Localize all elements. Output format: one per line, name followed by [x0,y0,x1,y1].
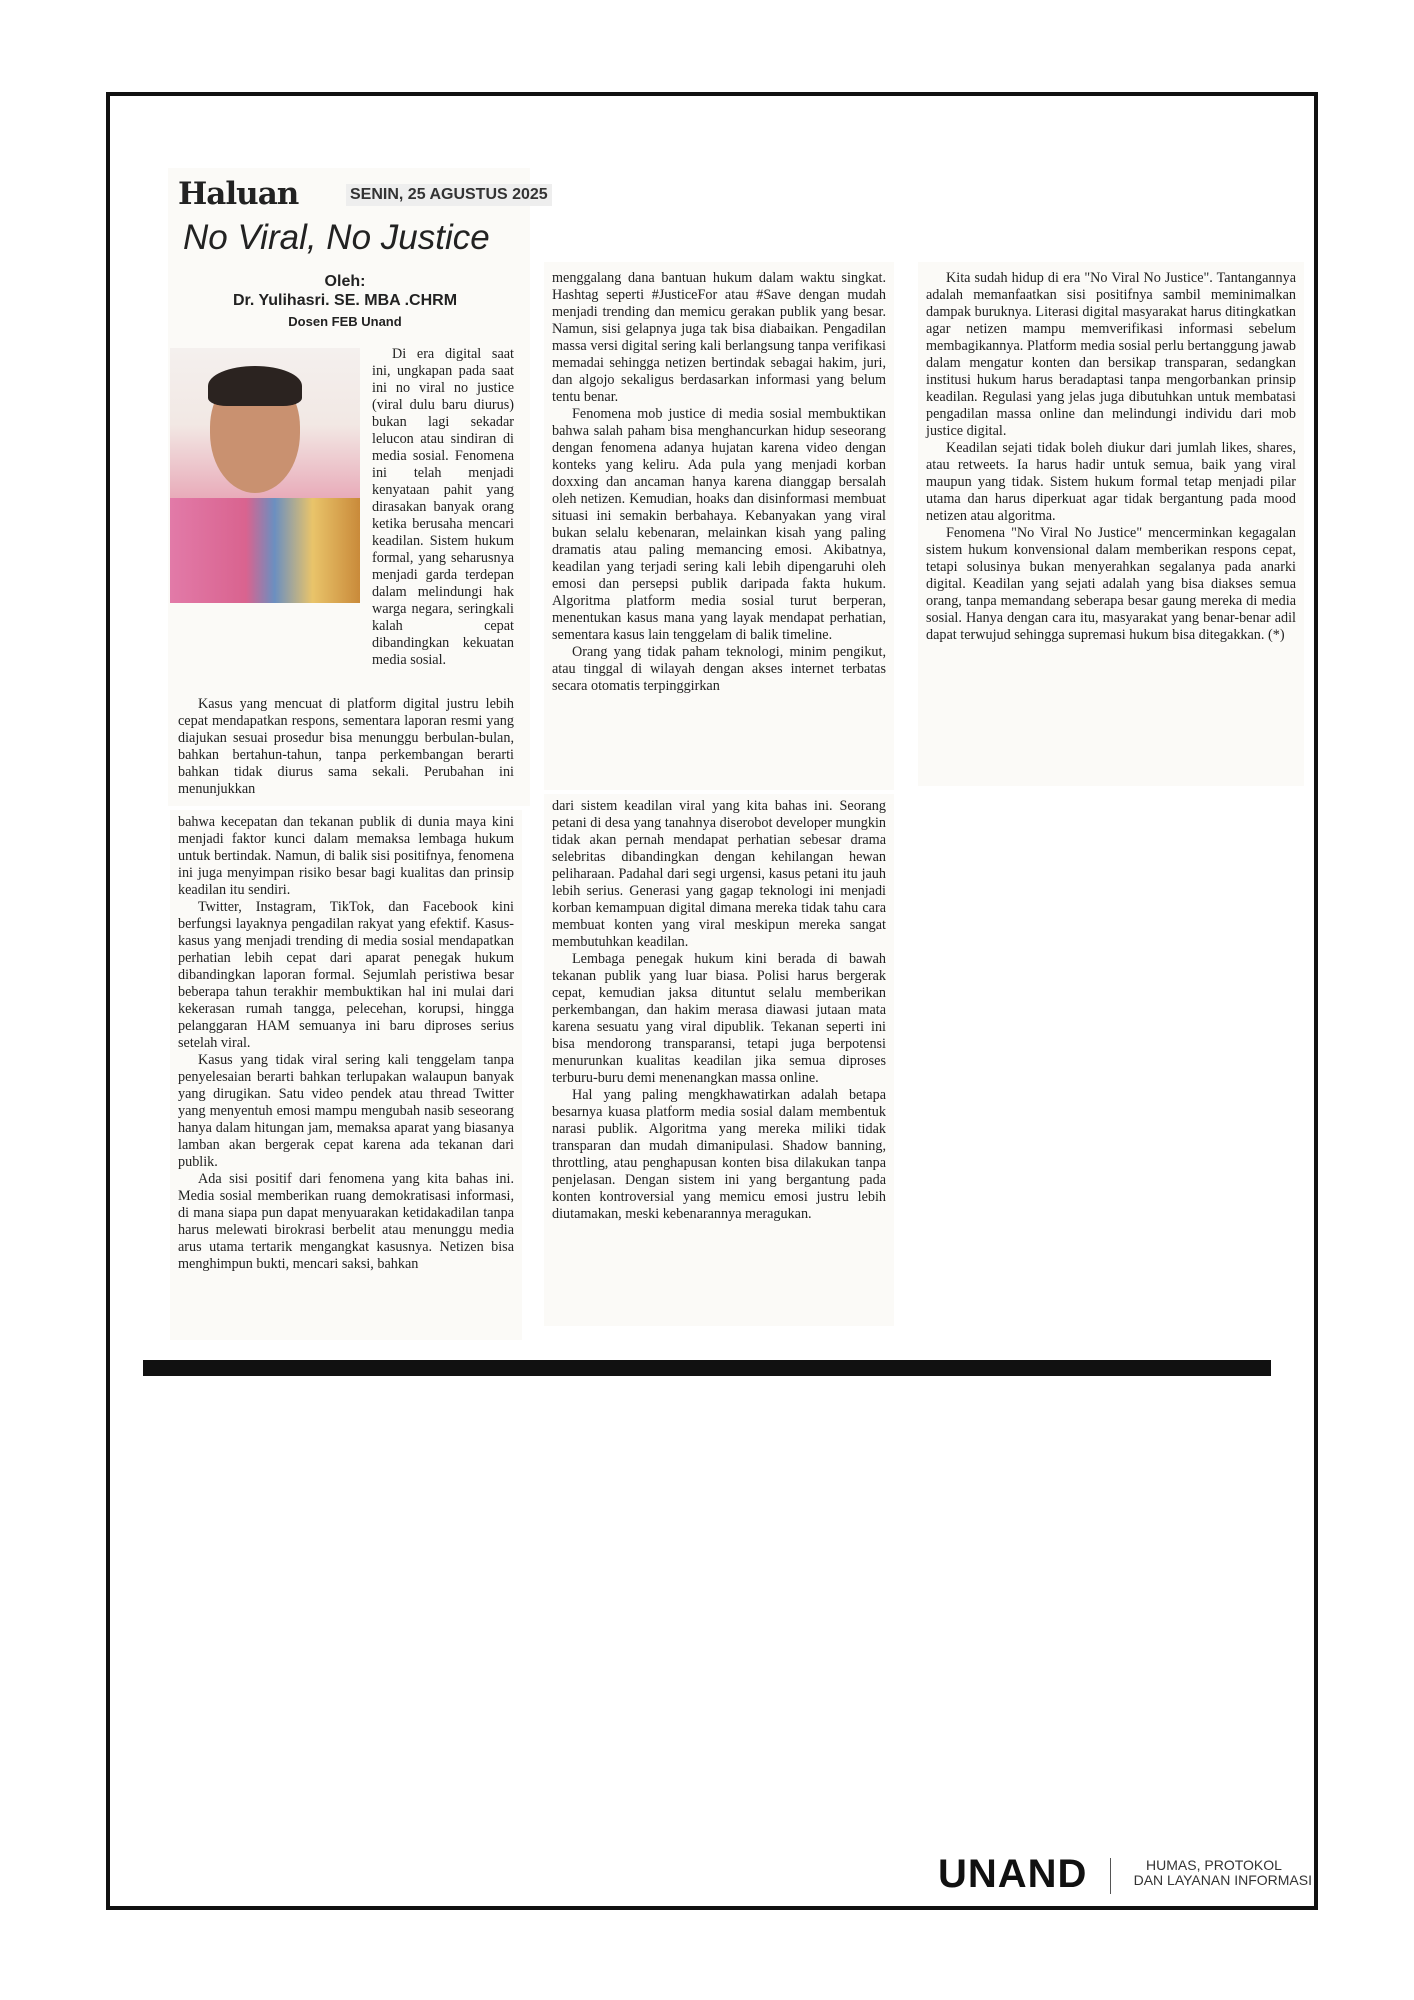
column-2-bottom [544,794,894,1326]
article-title: No Viral, No Justice [183,218,490,257]
paragraph: dari sistem keadilan viral yang kita bahas ini. Seorang petani di desa yang tanahnya diserobot developer mungkin tidak akan pernah mendapat perhatian sebesar drama selebritas dibandingkan dengan kehilangan hewan peliharaan. Padahal dari segi urgensi, kasus petani itu jauh lebih serius. Generasi yang gagap teknologi ini menjadi korban kemampuan digital dimana mereka tidak tahu cara membuat konten yang viral meskipun mereka sangat membutuhkan keadilan. [552,798,886,950]
unand-logo: UNAND [938,1852,1088,1896]
unit-name [1116,1858,1312,1888]
logo-separator [1110,1858,1111,1894]
divider-bar [143,1360,1271,1376]
paragraph: Ada sisi positif dari fenomena yang kita bahas ini. Media sosial memberikan ruang demokratisasi informasi, di mana siapa pun dapat menyuarakan ketidakadilan tanpa harus melewati birokrasi berbelit atau menunggu media arus utama tertarik mengangkat kasusnya. Netizen bisa menghimpun bukti, mencari saksi, bahkan [178,1171,514,1272]
paragraph: Orang yang tidak paham teknologi, minim pengikut, atau tinggal di wilayah dengan akses internet terbatas secara otomatis terpinggirkan [552,644,886,694]
paragraph: Keadilan sejati tidak boleh diukur dari jumlah likes, shares, atau retweets. Ia harus hadir untuk semua, baik yang viral maupun yang tidak. Sistem hukum formal tetap menjadi pilar utama dan harus diperkuat agar tidak bergantung pada mood netizen atau algoritma. [926,440,1296,524]
paragraph: Kasus yang tidak viral sering kali tenggelam tanpa penyelesaian berarti bahkan terlupakan walaupun banyak yang dirugikan. Satu video pendek atau thread Twitter yang menyentuh emosi mampu mengubah nasib seseorang hanya dalam hitungan jam, memaksa aparat yang biasanya lamban akan bergerak cepat karena ada tekanan dari publik. [178,1052,514,1170]
author-name: Dr. Yulihasri. SE. MBA .CHRM [232,292,458,309]
author-photo [170,348,360,603]
paragraph: menggalang dana bantuan hukum dalam waktu singkat. Hashtag seperti #JusticeFor atau #Save dengan mudah menjadi trending dan memicu gerakan publik yang besar. Namun, sisi gelapnya juga tak bisa diabaikan. Pengadilan massa versi digital sering kali berlangsung tanpa verifikasi memadai sehingga netizen bertindak sebagai hakim, juri, dan algojo sekaligus berdasarkan informasi yang belum tentu benar. [552,270,886,405]
paragraph: Kasus yang mencuat di platform digital justru lebih cepat mendapatkan respons, sementara laporan resmi yang diajukan sesuai prosedur bisa menunggu berbulan-bulan, bahkan bertahun-tahun, tanpa perkembangan berarti bahkan tidak diurus sama sekali. Perubahan ini menunjukkan [178,696,514,797]
column-1-bottom [170,810,522,1340]
paragraph: Lembaga penegak hukum kini berada di bawah tekanan publik yang luar biasa. Polisi harus bergerak cepat, kemudian jaksa dituntut selalu memberikan perkembangan, dan hakim merasa diawasi jutaan mata karena sesuatu yang viral dipublik. Tekanan seperti ini bisa mendorong transparansi, tetapi juga berpotensi menurunkan kualitas keadilan jika semua diproses terburu-buru demi menenangkan massa online. [552,951,886,1086]
paragraph: Fenomena "No Viral No Justice" mencerminkan kegagalan sistem hukum konvensional dalam memberikan respons cepat, tetapi solusinya bukan menyerahkan segalanya pada anarki digital. Keadilan yang sejati adalah yang bisa diakses semua orang, tanpa memandang seberapa besar gaung mereka di media sosial. Hanya dengan cara itu, masyarakat yang benar-benar adil dapat terwujud sehingga supremasi hukum bisa ditegakkan. (*) [926,525,1296,643]
byline [175,272,515,329]
paragraph: Hal yang paling mengkhawatirkan adalah betapa besarnya kuasa platform media sosial dalam membentuk narasi publik. Algoritma yang mereka miliki tidak transparan dan mudah dimanipulasi. Shadow banning, throttling, atau penghapusan konten bisa dilakukan tanpa penjelasan. Dengan sistem ini yang bergantung pada konten kontroversial yang memicu emosi justru lebih diutamakan, meski kebenarannya meragukan. [552,1087,886,1222]
paragraph: Fenomena mob justice di media sosial membuktikan bahwa salah paham bisa menghancurkan hidup seseorang dengan fenomena adanya hujatan karena video dengan konteks yang keliru. Ada pula yang menjadi korban doxxing dan ancaman hanya karena dianggap bersalah oleh netizen. Kemudian, hoaks dan disinformasi membuat situasi ini semakin berbahaya. Kebanyakan yang viral bukan selalu kebenaran, melainkan kisah yang paling dramatis atau paling memancing emosi. Akibatnya, keadilan yang terjadi sering kali lebih dipengaruhi oleh emosi dan persepsi publik daripada fakta hukum. Algoritma platform media sosial turut berperan, menentukan kasus mana yang layak mendapat perhatian, sementara kasus lain tenggelam di balik timeline. [552,406,886,643]
by-label: Oleh: [324,273,366,290]
paragraph: Kita sudah hidup di era "No Viral No Justice". Tantangannya adalah memanfaatkan sisi positifnya sambil meminimalkan dampak buruknya. Literasi digital masyarakat harus ditingkatkan agar netizen mampu memverifikasi informasi sebelum membagikannya. Platform media sosial perlu bertanggung jawab dalam mengatur konten dan bersikap transparan, sedangkan institusi hukum harus beradaptasi tanpa mengorbankan prinsip keadilan. Regulasi yang jelas juga dibutuhkan untuk membatasi pengadilan massa online dan melindungi individu dari mob justice digital. [926,270,1296,439]
masthead [178,176,588,212]
unit-line-2: DAN LAYANAN INFORMASI [1133,1872,1312,1888]
publication-date: SENIN, 25 AGUSTUS 2025 [346,184,552,206]
column-1-intro [372,346,514,686]
column-2-top [544,262,894,790]
paragraph: bahwa kecepatan dan tekanan publik di dunia maya kini menjadi faktor kunci dalam memaksa lembaga hukum untuk bertindak. Namun, di balik sisi positifnya, fenomena ini juga menyimpan risiko besar bagi kualitas dan prinsip keadilan itu sendiri. [178,814,514,898]
newspaper-logo: Haluan [178,176,299,212]
paragraph: Twitter, Instagram, TikTok, dan Facebook kini berfungsi layaknya pengadilan rakyat yang efektif. Kasus-kasus yang menjadi trending di media sosial mendapatkan perhatian lebih cepat dari aparat penegak hukum dibandingkan laporan formal. Sejumlah peristiwa besar beberapa tahun terakhir membuktikan hal ini mulai dari kekerasan rumah tangga, pelecehan, korupsi, hingga pelanggaran HAM semuanya ini baru diproses serius setelah viral. [178,899,514,1051]
author-affiliation: Dosen FEB Unand [288,314,402,329]
column-1-continued [178,696,514,806]
paragraph: Di era digital saat ini, ungkapan pada saat ini no viral no justice (viral dulu baru diurus) bukan lagi sekadar lelucon atau sindiran di media sosial. Fenomena ini telah menjadi kenyataan pahit yang dirasakan banyak orang ketika berusaha mencari keadilan. Sistem hukum formal, yang seharusnya menjadi garda terdepan dalam melindungi hak warga negara, seringkali kalah cepat dibandingkan kekuatan media sosial. [372,346,514,668]
column-3 [918,262,1304,786]
unit-line-1: HUMAS, PROTOKOL [1146,1857,1282,1873]
